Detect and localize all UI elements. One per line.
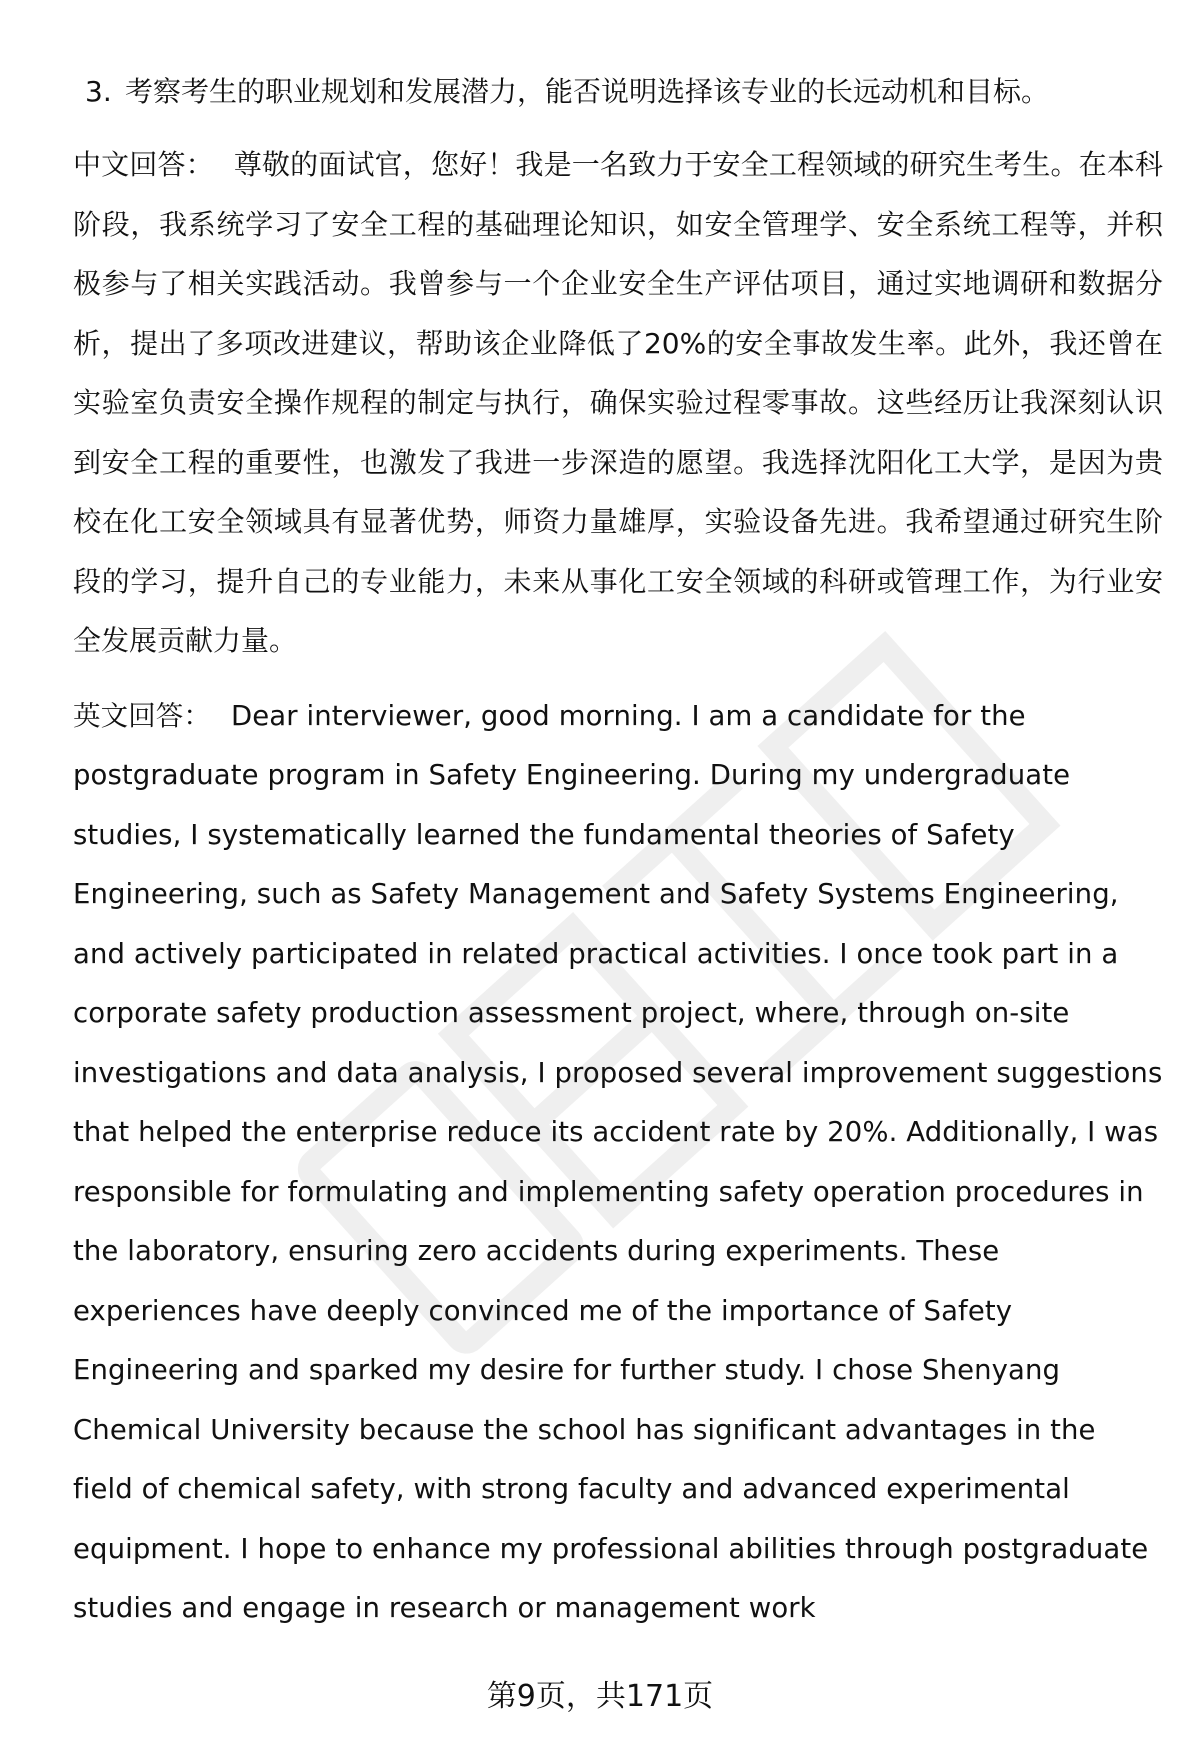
english-answer-paragraph <box>73 687 1163 1639</box>
page-indicator: 第9页，共171页 <box>486 1679 714 1714</box>
question-number: 3. <box>85 75 112 108</box>
question-text: 考察考生的职业规划和发展潜力，能否说明选择该专业的长远动机和目标。 <box>125 75 1050 108</box>
chinese-answer-label: 中文回答： <box>73 148 214 181</box>
english-answer-label: 英文回答： <box>73 699 211 732</box>
chinese-answer-paragraph <box>73 135 1163 671</box>
page-footer <box>0 1672 1200 1722</box>
question-item <box>85 62 1163 121</box>
main-content <box>73 62 1163 1655</box>
english-answer-text: Dear interviewer, good morning. I am a candidate for the postgraduate program in Safety Engineering. During my undergraduate studies, I systematically learned the fundamental theories of Safety Engineering, such as Safety Management and Safety Systems Engineering, and actively participated in related practical activities. I once took part in a corporate safety production assessment project, where, through on-site investigations and data analysis, I proposed several improvement suggestions that helped the enterprise reduce its accident rate by 20%. Additionally, I was responsible for formulating and implementing safety operation procedures in the laboratory, ensuring zero accidents during experiments. These experiences have deeply convinced me of the importance of Safety Engineering and sparked my desire for further study. I chose Shenyang Chemical University because the school has significant advantages in the field of chemical safety, with strong faculty and advanced experimental equipment. I hope to enhance my professional abilities through postgraduate studies and engage in research or management work <box>73 699 1163 1624</box>
chinese-answer-text: 尊敬的面试官，您好！我是一名致力于安全工程领域的研究生考生。在本科阶段，我系统学习了安全工程的基础理论知识，如安全管理学、安全系统工程等，并积极参与了相关实践活动。我曾参与一个企业安全生产评估项目，通过实地调研和数据分析，提出了多项改进建议，帮助该企业降低了20%的安全事故发生率。此外，我还曾在实验室负责安全操作规程的制定与执行，确保实验过程零事故。这些经历让我深刻认识到安全工程的重要性，也激发了我进一步深造的愿望。我选择沈阳化工大学，是因为贵校在化工安全领域具有显著优势，师资力量雄厚，实验设备先进。我希望通过研究生阶段的学习，提升自己的专业能力，未来从事化工安全领域的科研或管理工作，为行业安全发展贡献力量。 <box>73 148 1163 657</box>
